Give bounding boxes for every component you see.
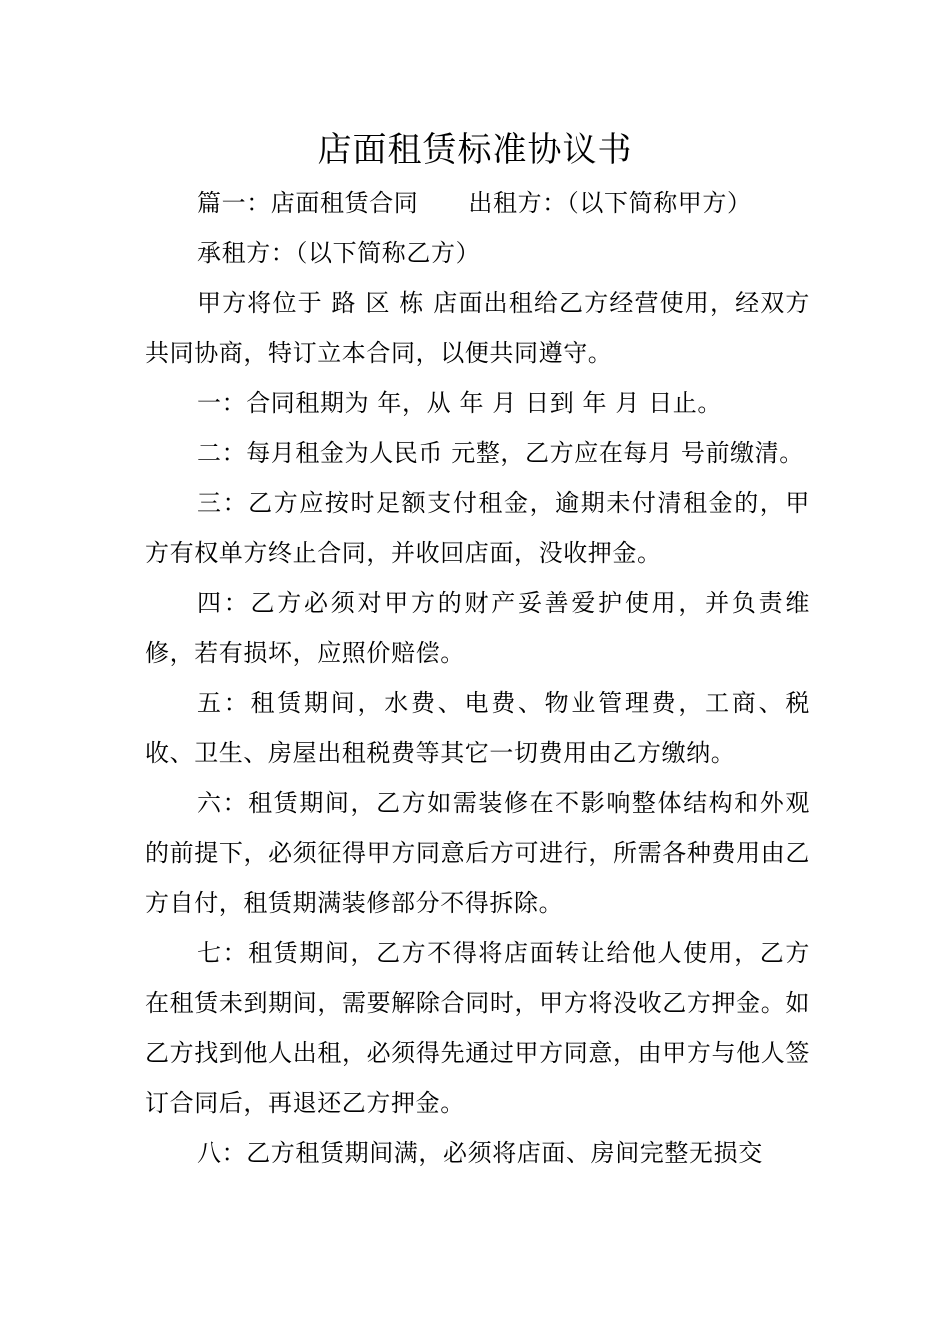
clause-1: 一：合同租期为 年，从 年 月 日到 年 月 日止。 (197, 389, 723, 417)
clause-7: 七：租赁期间，乙方不得将店面转让给他人使用，乙方在租赁未到期间，需要解除合同时，甲方将没收乙方押金。如乙方找到他人出租，必须得先通过甲方同意，由甲方与他人签订合同后，再退还乙方押金。 (145, 939, 810, 1117)
paragraph-intro: 甲方将位于 路 区 栋 店面出租给乙方经营使用，经双方共同协商，特订立本合同，以便共同遵守。 (145, 289, 810, 367)
clause-8: 八：乙方租赁期间满，必须将店面、房间完整无损交 (197, 1139, 763, 1167)
subtitle-left: 篇一：店面租赁合同 (197, 189, 419, 217)
clause-3: 三：乙方应按时足额支付租金，逾期未付清租金的，甲方有权单方终止合同，并收回店面，没收押金。 (145, 489, 810, 567)
subtitle-line (145, 178, 810, 228)
document-body (145, 178, 810, 1178)
clause-4: 四：乙方必须对甲方的财产妥善爱护使用，并负责维修，若有损坏，应照价赔偿。 (145, 589, 810, 667)
document-title: 店面租赁标准协议书 (317, 130, 633, 170)
subtitle-right: 出租方：（以下简称甲方） (468, 189, 752, 217)
clause-2: 二：每月租金为人民币 元整，乙方应在每月 号前缴清。 (197, 439, 804, 467)
clause-5: 五：租赁期间，水费、电费、物业管理费，工商、税收、卫生、房屋出租税费等其它一切费用由乙方缴纳。 (145, 689, 810, 767)
clause-6: 六：租赁期间，乙方如需装修在不影响整体结构和外观的前提下，必须征得甲方同意后方可进行，所需各种费用由乙方自付，租赁期满装修部分不得拆除。 (145, 789, 810, 917)
lessee-line: 承租方：（以下简称乙方） (197, 239, 481, 267)
